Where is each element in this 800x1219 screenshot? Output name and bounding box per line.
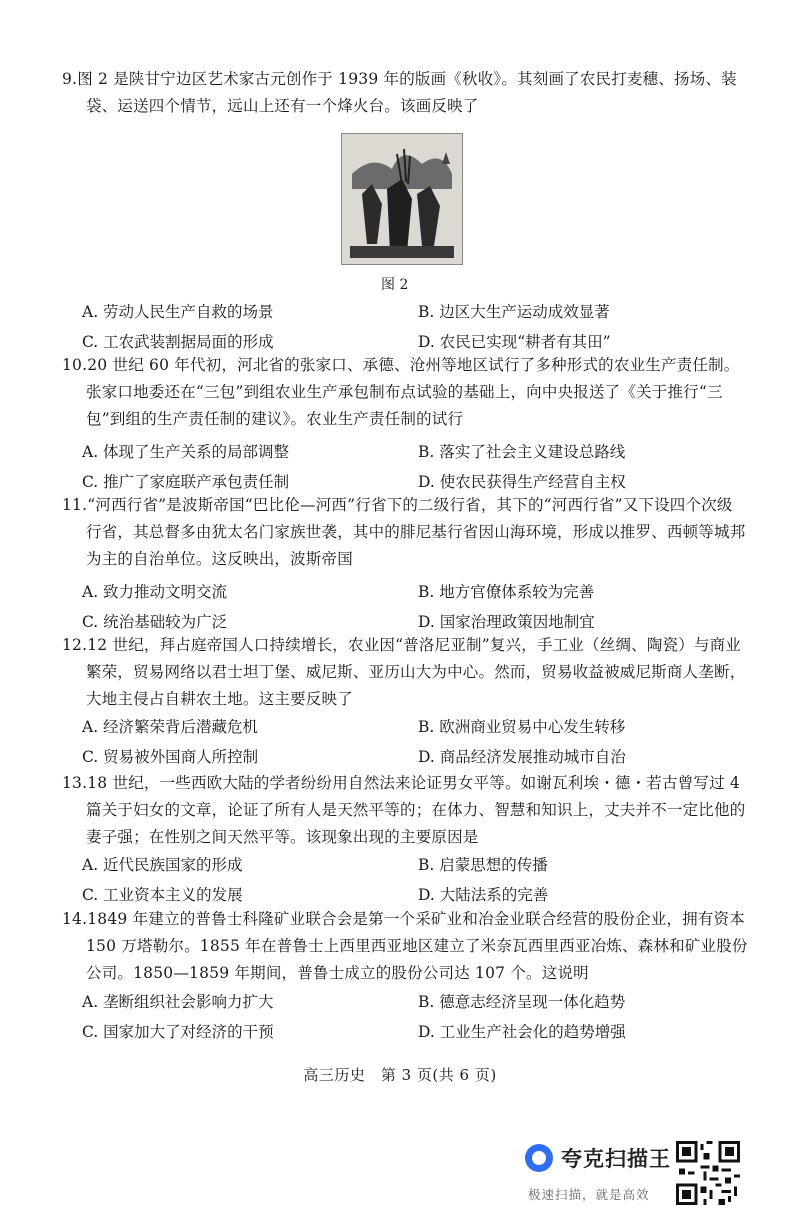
woodcut-autumn-harvest-figure xyxy=(341,133,463,265)
question-12 xyxy=(62,632,748,713)
quark-logo-icon xyxy=(525,1144,553,1172)
question-9-options xyxy=(62,298,748,358)
option-b[interactable]: B. 德意志经济呈现一体化趋势 xyxy=(418,993,626,1011)
question-9 xyxy=(62,66,748,120)
page-footer: 高三历史 第 3 页(共 6 页) xyxy=(303,1066,497,1084)
question-stem: 10.20 世纪 60 年代初，河北省的张家口、承德、沧州等地区试行了多种形式的农业生产责任制。张家口地委还在“三包”到组农业生产承包制布点试验的基础上，向中央报送了《关于推行“三包”到组的生产责任制的建议》。农业生产责任制的试行 xyxy=(62,356,740,428)
option-d[interactable]: D. 国家治理政策因地制宜 xyxy=(418,613,595,631)
option-b[interactable]: B. 边区大生产运动成效显著 xyxy=(418,303,610,321)
option-c[interactable]: C. 工农武装割据局面的形成 xyxy=(82,333,274,351)
option-d[interactable]: D. 大陆法系的完善 xyxy=(418,886,549,904)
option-a[interactable]: A. 劳动人民生产自救的场景 xyxy=(82,303,274,321)
question-stem: 12.12 世纪，拜占庭帝国人口持续增长，农业因“普洛尼亚制”复兴，手工业（丝绸、陶瓷）与商业繁荣，贸易网络以君士坦丁堡、威尼斯、亚历山大为中心。然而，贸易收益被威尼斯商人垄断，大地主侵占自耕农土地。这主要反映了 xyxy=(62,636,746,708)
option-d[interactable]: D. 工业生产社会化的趋势增强 xyxy=(418,1023,626,1041)
question-14 xyxy=(62,906,748,987)
question-11 xyxy=(62,492,748,573)
question-10 xyxy=(62,352,748,433)
option-a[interactable]: A. 近代民族国家的形成 xyxy=(82,856,243,874)
option-b[interactable]: B. 落实了社会主义建设总路线 xyxy=(418,443,626,461)
option-c[interactable]: C. 统治基础较为广泛 xyxy=(82,613,228,631)
option-d[interactable]: D. 使农民获得生产经营自主权 xyxy=(418,473,626,491)
question-stem: 9.图 2 是陕甘宁边区艺术家古元创作于 1939 年的版画《秋收》。其刻画了农民打麦穗、扬场、装袋、运送四个情节，远山上还有一个烽火台。该画反映了 xyxy=(62,70,737,115)
qr-code-icon[interactable] xyxy=(676,1141,740,1205)
question-10-options xyxy=(62,438,748,498)
option-c[interactable]: C. 工业资本主义的发展 xyxy=(82,886,243,904)
option-b[interactable]: B. 欧洲商业贸易中心发生转移 xyxy=(418,718,626,736)
option-d[interactable]: D. 商品经济发展推动城市自治 xyxy=(418,748,626,766)
option-c[interactable]: C. 国家加大了对经济的干预 xyxy=(82,1023,274,1041)
figure-caption: 图 2 xyxy=(381,277,409,293)
question-stem: 14.1849 年建立的普鲁士科隆矿业联合会是第一个采矿业和冶金业联合经营的股份企业，拥有资本 150 万塔勒尔。1855 年在普鲁士上西里西亚地区建立了米奈瓦西里西亚冶炼、森林和矿业股份公司。1850—1859 年期间，普鲁士成立的股份公司达 107 个。这说明 xyxy=(62,910,748,982)
brand-name: 夸克扫描王 xyxy=(561,1147,671,1171)
option-a[interactable]: A. 体现了生产关系的局部调整 xyxy=(82,443,290,461)
option-a[interactable]: A. 经济繁荣背后潜藏危机 xyxy=(82,718,259,736)
question-13 xyxy=(62,770,748,851)
question-11-options xyxy=(62,578,748,638)
option-a[interactable]: A. 致力推动文明交流 xyxy=(82,583,228,601)
option-b[interactable]: B. 启蒙思想的传播 xyxy=(418,856,548,874)
option-a[interactable]: A. 垄断组织社会影响力扩大 xyxy=(82,993,274,1011)
brand-slogan: 极速扫描，就是高效 xyxy=(528,1187,650,1202)
question-stem: 11.“河西行省”是波斯帝国“巴比伦—河西”行省下的二级行省，其下的“河西行省”又下设四个次级行省，其总督多由犹太名门家族世袭，其中的腓尼基行省因山海环境，形成以推罗、西顿等城邦为主的自治单位。这反映出，波斯帝国 xyxy=(62,496,746,568)
option-c[interactable]: C. 贸易被外国商人所控制 xyxy=(82,748,259,766)
option-b[interactable]: B. 地方官僚体系较为完善 xyxy=(418,583,595,601)
option-c[interactable]: C. 推广了家庭联产承包责任制 xyxy=(82,473,290,491)
question-14-options xyxy=(62,988,748,1048)
question-13-options xyxy=(62,851,748,911)
option-d[interactable]: D. 农民已实现“耕者有其田” xyxy=(418,333,611,351)
scanner-brand xyxy=(525,1143,671,1173)
question-stem: 13.18 世纪，一些西欧大陆的学者纷纷用自然法来论证男女平等。如谢瓦利埃・德・若古曾写过 4 篇关于妇女的文章，论证了所有人是天然平等的；在体力、智慧和知识上，丈夫并不一定比他的妻子强；在性别之间天然平等。该现象出现的主要原因是 xyxy=(62,774,746,846)
question-12-options xyxy=(62,713,748,773)
